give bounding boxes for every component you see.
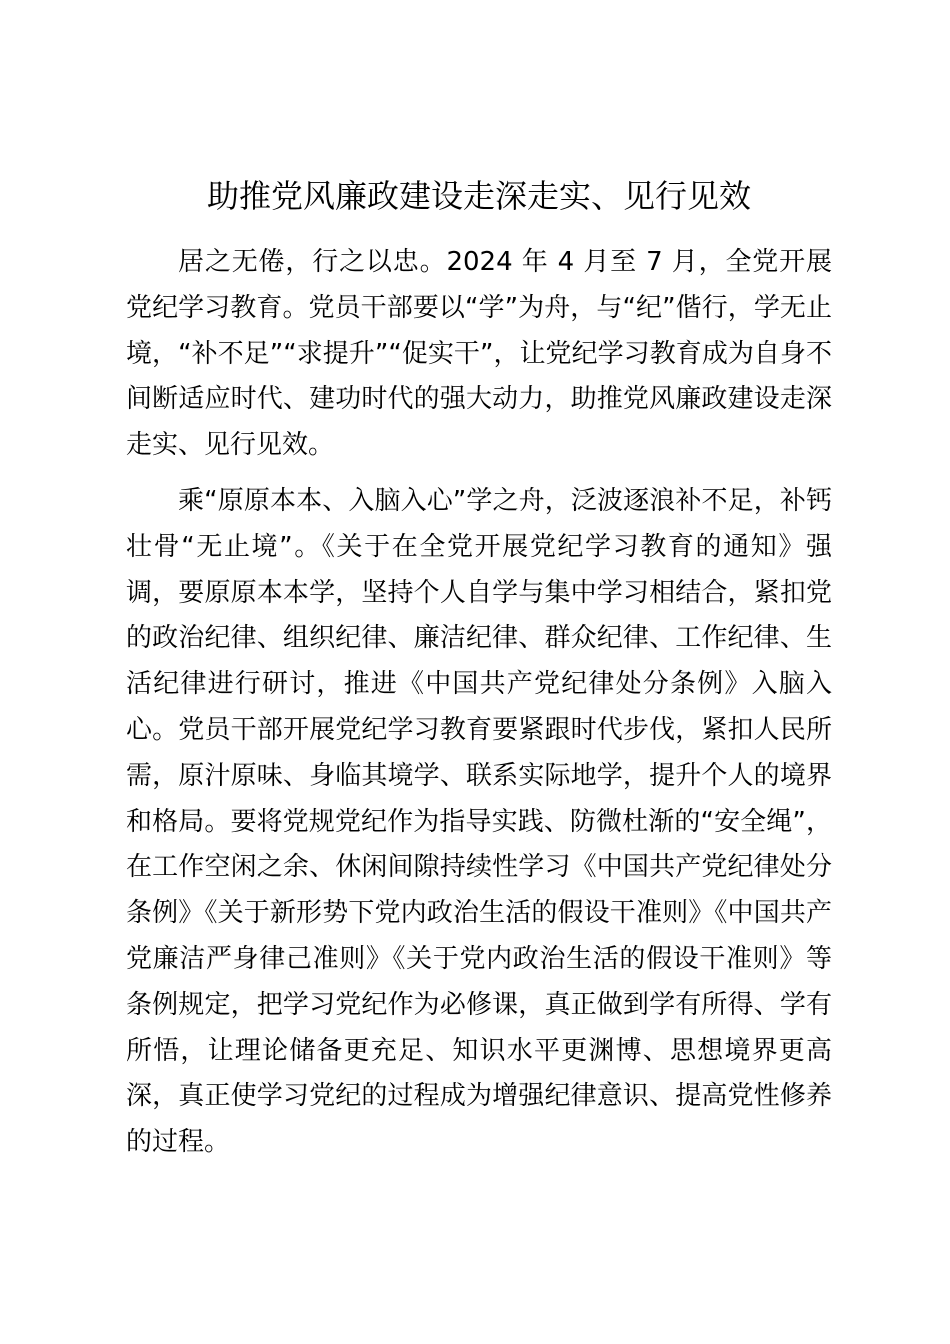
paragraph-1: 居之无倦，行之以忠。2024 年 4 月至 7 月，全党开展党纪学习教育。党员干部要以“学”为舟，与“纪”偕行，学无止境，“补不足”“求提升”“促实干”，让党纪学习教育成为自身不间断适应时代、建功时代的强大动力，助推党风廉政建设走深走实、见行见效。 <box>126 247 832 461</box>
document-title: 助推党风廉政建设走深走实、见行见效 <box>206 177 751 215</box>
paragraph-2: 乘“原原本本、入脑入心”学之舟，泛波逐浪补不足，补钙壮骨“无止境”。《关于在全党开展党纪学习教育的通知》强调，要原原本本学，坚持个人自学与集中学习相结合，紧扣党的政治纪律、组织纪律、廉洁纪律、群众纪律、工作纪律、生活纪律进行研讨，推进《中国共产党纪律处分条例》入脑入心。党员干部开展党纪学习教育要紧跟时代步伐，紧扣人民所需，原汁原味、身临其境学、联系实际地学，提升个人的境界和格局。要将党规党纪作为指导实践、防微杜渐的“安全绳”，在工作空闲之余、休闲间隙持续性学习《中国共产党纪律处分条例》《关于新形势下党内政治生活的假设干准则》《中国共产党廉洁严身律己准则》《关于党内政治生活的假设干准则》等条例规定，把学习党纪作为必修课，真正做到学有所得、学有所悟，让理论储备更充足、知识水平更渊博、思想境界更高深，真正使学习党纪的过程成为增强纪律意识、提高党性修养的过程。 <box>126 486 832 1158</box>
